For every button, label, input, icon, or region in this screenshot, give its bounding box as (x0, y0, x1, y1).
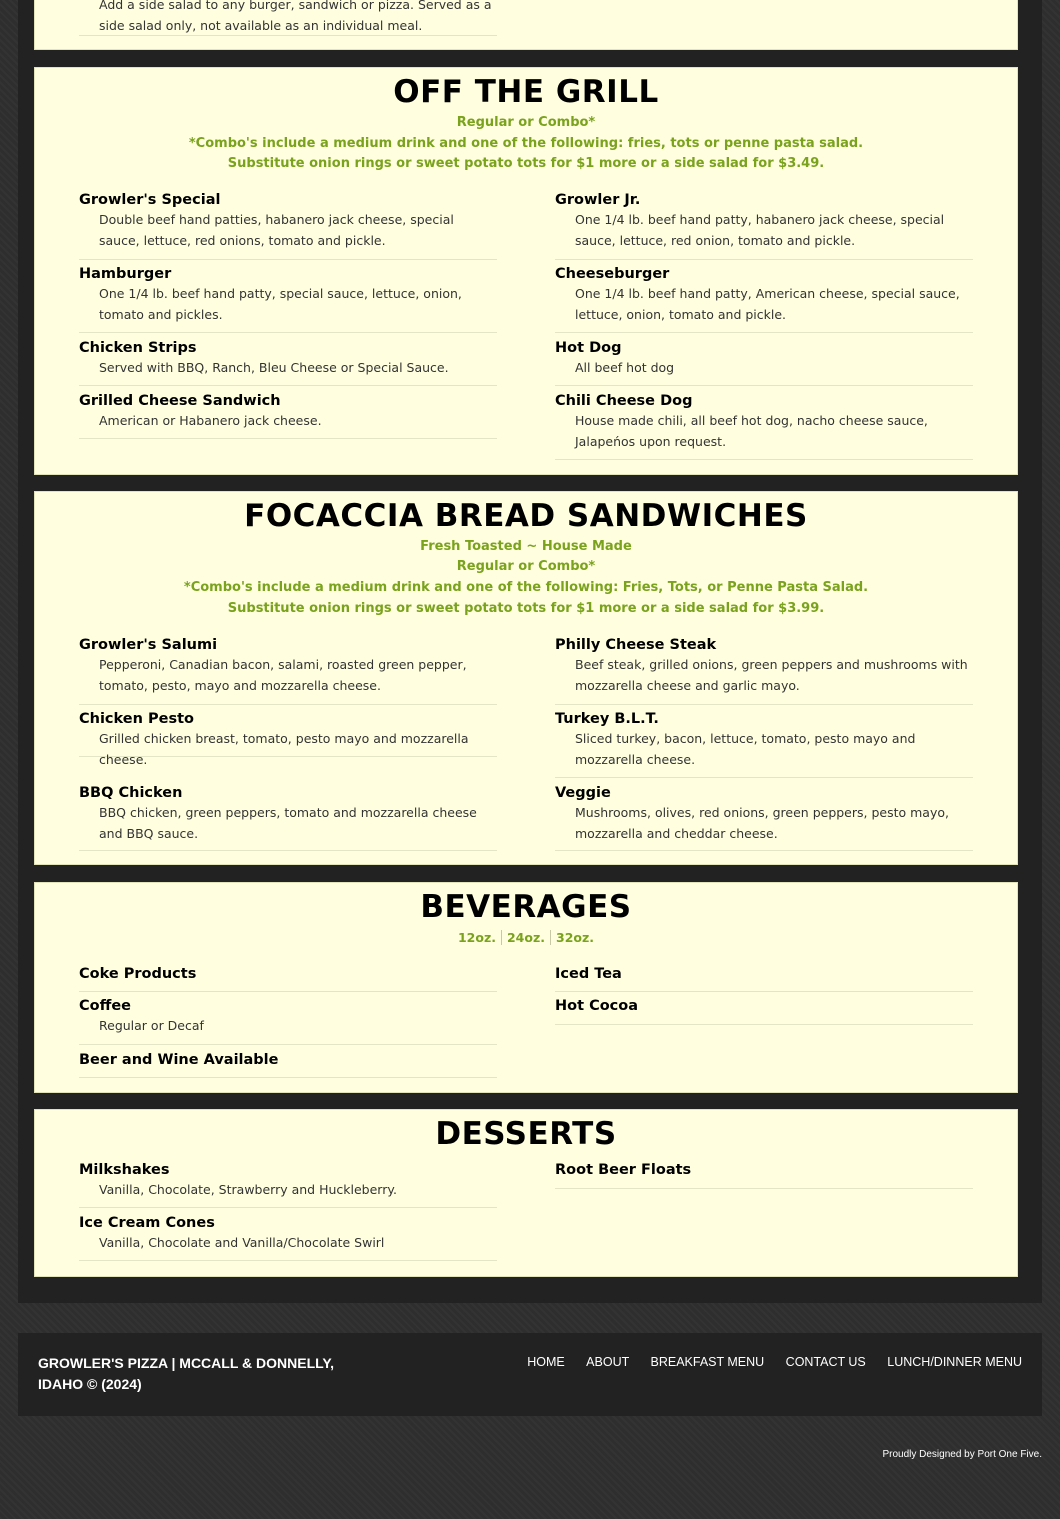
item-name: Hot Cocoa (555, 998, 639, 1014)
menu-item (555, 992, 973, 1025)
footer-nav (509, 1355, 1022, 1369)
size-label: 12oz. (457, 930, 496, 945)
item-name: Beer and Wine Available (79, 1052, 279, 1068)
size-label: 24oz. (501, 930, 550, 945)
item-name: Turkey B.L.T. (555, 711, 659, 727)
item-name: BBQ Chicken (79, 785, 183, 801)
item-description: House made chili, all beef hot dog, nacho cheese sauce, Jalapeńos upon request. (575, 413, 928, 449)
item-description: Vanilla, Chocolate, Strawberry and Huckleberry. (99, 1182, 397, 1197)
item-name: Iced Tea (555, 966, 622, 982)
menu-item (79, 964, 497, 992)
menu-item (555, 705, 973, 778)
item-description: Regular or Decaf (99, 1018, 204, 1033)
item-name: Veggie (555, 785, 611, 801)
item-description: Served with BBQ, Ranch, Bleu Cheese or Special Sauce. (99, 360, 449, 375)
right-column (555, 1160, 973, 1189)
section-title: OFF THE GRILL (393, 74, 659, 110)
menu-item (555, 386, 973, 460)
footer-link-about[interactable]: ABOUT (586, 1355, 630, 1369)
item-name: Chicken Strips (79, 340, 197, 356)
right-column (555, 964, 973, 1025)
item-description: Grilled chicken breast, tomato, pesto mayo and mozzarella cheese. (99, 731, 469, 767)
menu-item (79, 992, 497, 1045)
section-note: Regular or Combo* (456, 115, 596, 130)
item-description: Mushrooms, olives, red onions, green peppers, pesto mayo, mozzarella and cheddar cheese. (575, 805, 949, 841)
item-name: Ice Cream Cones (79, 1215, 215, 1231)
menu-item (555, 333, 973, 386)
menu-item (555, 964, 973, 992)
item-name: Growler Jr. (555, 192, 641, 208)
section-note: Substitute onion rings or sweet potato tots for $1 more or a side salad for $3.49. (227, 156, 825, 171)
item-description: Add a side salad to any burger, sandwich or pizza. Served as a side salad only, not available as an individual meal. (99, 0, 492, 33)
menu-item (555, 1160, 973, 1189)
size-options (35, 930, 1017, 945)
item-name: Grilled Cheese Sandwich (79, 393, 281, 409)
left-column (79, 190, 497, 439)
menu-item (79, 635, 497, 705)
focaccia-section (34, 491, 1018, 865)
item-description: Double beef hand patties, habanero jack cheese, special sauce, lettuce, red onions, tomato and pickle. (99, 212, 454, 248)
left-column (79, 1160, 497, 1261)
menu-item (555, 635, 973, 705)
footer-link-lunch-dinner-menu[interactable]: LUNCH/DINNER MENU (887, 1355, 1022, 1369)
item-name: Milkshakes (79, 1162, 170, 1178)
item-name: Growler's Special (79, 192, 221, 208)
item-description: Sliced turkey, bacon, lettuce, tomato, pesto mayo and mozzarella cheese. (575, 731, 916, 767)
item-name: Growler's Salumi (79, 637, 218, 653)
menu-item (79, 1208, 497, 1261)
menu-item (79, 0, 497, 36)
right-column (555, 190, 973, 460)
footer-copyright: GROWLER'S PIZZA | MCCALL & DONNELLY, IDAHO © (2024) (38, 1355, 335, 1392)
item-description: One 1/4 lb. beef hand patty, American cheese, special sauce, lettuce, onion, tomato and pickle. (575, 286, 960, 322)
item-description: One 1/4 lb. beef hand patty, habanero jack cheese, special sauce, lettuce, red onion, tomato and pickle. (575, 212, 945, 248)
side-salad-section (34, 0, 1018, 50)
item-name: Chicken Pesto (79, 711, 194, 727)
menu-item (79, 705, 497, 767)
off-the-grill-section (34, 67, 1018, 475)
section-note: *Combo's include a medium drink and one of the following: Fries, Tots, or Penne Pasta Salad. (183, 580, 869, 595)
desserts-section (34, 1109, 1018, 1277)
item-name: Hamburger (79, 266, 172, 282)
menu-item (79, 333, 497, 386)
section-title: FOCACCIA BREAD SANDWICHES (244, 498, 808, 534)
item-description: BBQ chicken, green peppers, tomato and mozzarella cheese and BBQ sauce. (99, 805, 477, 841)
menu-item (555, 190, 973, 260)
item-name: Coffee (79, 998, 132, 1014)
item-description: Vanilla, Chocolate and Vanilla/Chocolate Swirl (99, 1235, 385, 1250)
menu-item (79, 1045, 497, 1078)
beverages-section (34, 882, 1018, 1093)
menu-item (79, 190, 497, 260)
menu-item (79, 386, 497, 439)
section-note: Regular or Combo* (456, 559, 596, 574)
item-description: One 1/4 lb. beef hand patty, special sauce, lettuce, onion, tomato and pickles. (99, 286, 462, 322)
menu-item (79, 757, 497, 851)
right-column (555, 635, 973, 851)
left-column (79, 964, 497, 1078)
item-description: American or Habanero jack cheese. (99, 413, 322, 428)
section-note: *Combo's include a medium drink and one of the following: fries, tots or penne pasta salad. (188, 136, 864, 151)
menu-item (555, 778, 973, 851)
item-name: Root Beer Floats (555, 1162, 692, 1178)
menu-item (555, 260, 973, 333)
footer-link-contact-us[interactable]: CONTACT US (785, 1355, 866, 1369)
section-note: Substitute onion rings or sweet potato tots for $1 more or a side salad for $3.99. (227, 601, 825, 616)
item-name: Coke Products (79, 966, 197, 982)
item-name: Philly Cheese Steak (555, 637, 717, 653)
item-name: Cheeseburger (555, 266, 670, 282)
menu-item (79, 1160, 497, 1208)
item-description: Pepperoni, Canadian bacon, salami, roasted green pepper, tomato, pesto, mayo and mozzarella cheese. (99, 657, 467, 693)
section-title: BEVERAGES (420, 889, 632, 925)
size-label: 32oz. (550, 930, 599, 945)
item-name: Hot Dog (555, 340, 622, 356)
footer-link-home[interactable]: HOME (527, 1355, 565, 1369)
item-description: All beef hot dog (575, 360, 675, 375)
item-name: Chili Cheese Dog (555, 393, 693, 409)
item-description: Beef steak, grilled onions, green peppers and mushrooms with mozzarella cheese and garlic mayo. (575, 657, 968, 693)
left-column (79, 635, 497, 851)
section-title: DESSERTS (435, 1116, 617, 1152)
footer-link-breakfast-menu[interactable]: BREAKFAST MENU (650, 1355, 765, 1369)
designer-credit[interactable]: Proudly Designed by Port One Five. (882, 1449, 1042, 1460)
site-footer (18, 1333, 1042, 1416)
menu-wrapper (18, 0, 1042, 1303)
section-note: Fresh Toasted ~ House Made (420, 539, 632, 554)
menu-item (79, 260, 497, 333)
